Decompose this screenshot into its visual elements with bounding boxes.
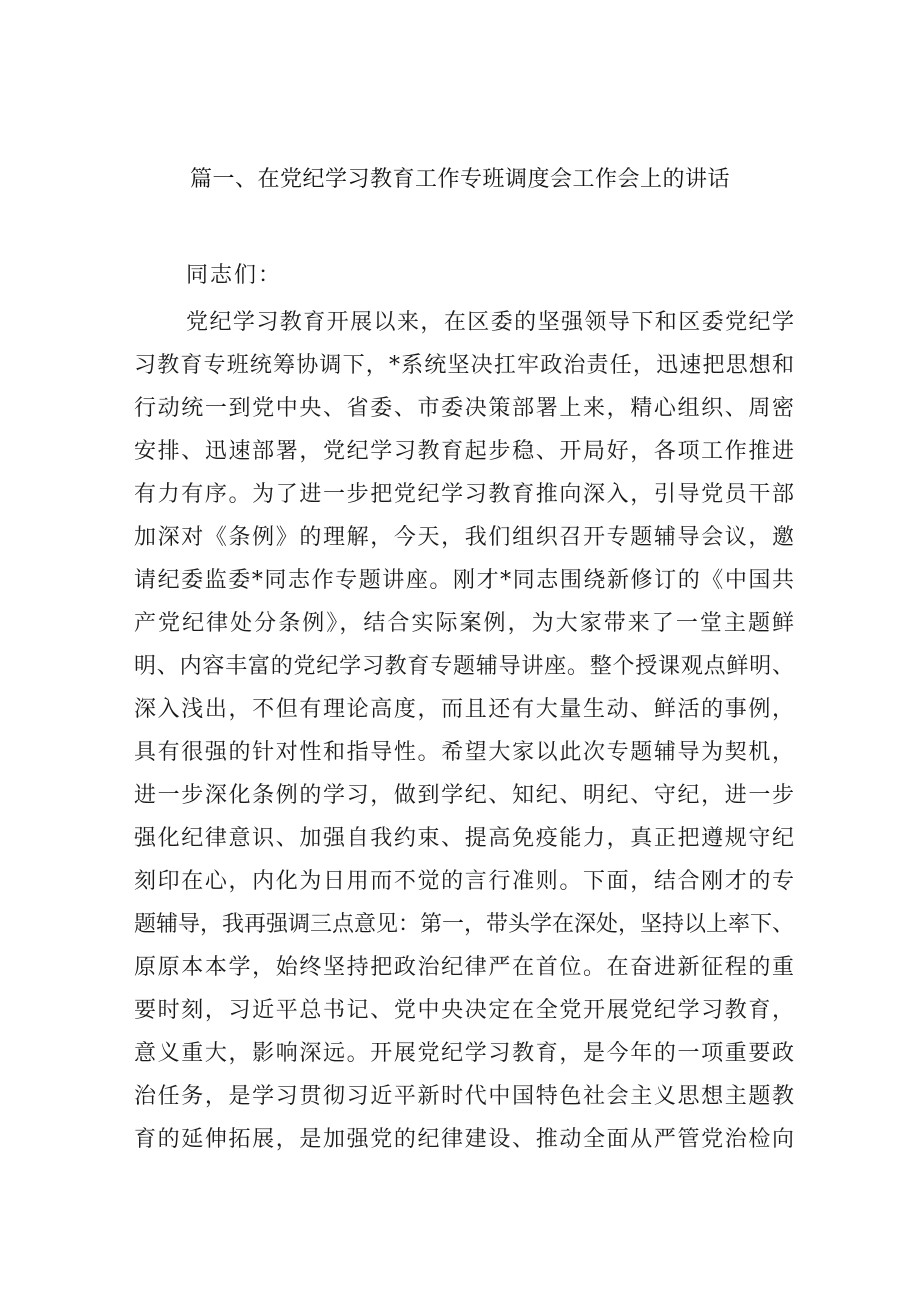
body-line: 育的延伸拓展，是加强党的纪律建设、推动全面从严管党治检向 — [134, 1127, 794, 1152]
salutation: 同志们： — [186, 263, 283, 288]
body-line: 请纪委监委*同志作专题讲座。刚才*同志围绕新修订的《中国共 — [134, 568, 794, 593]
body-line: 党纪学习教育开展以来，在区委的坚强领导下和区委党纪学 — [186, 310, 794, 335]
body-line: 行动统一到党中央、省委、市委决策部署上来，精心组织、周密 — [134, 396, 794, 421]
document-title: 篇一、在党纪学习教育工作专班调度会工作会上的讲话 — [189, 167, 730, 192]
body-line: 具有很强的针对性和指导性。希望大家以此次专题辅导为契机， — [134, 740, 794, 765]
body-line: 加深对《条例》的理解，今天，我们组织召开专题辅导会议，邀 — [134, 525, 794, 550]
body-line: 原原本本学，始终坚持把政治纪律严在首位。在奋进新征程的重 — [134, 955, 794, 980]
body-line: 深入浅出，不但有理论高度，而且还有大量生动、鲜活的事例， — [134, 697, 794, 722]
body-line: 意义重大，影响深远。开展党纪学习教育，是今年的一项重要政 — [134, 1041, 794, 1066]
body-line: 安排、迅速部署，党纪学习教育起步稳、开局好，各项工作推进 — [134, 439, 794, 464]
body-line: 习教育专班统筹协调下，*系统坚决扛牢政治责任，迅速把思想和 — [134, 353, 794, 378]
body-line: 刻印在心，内化为日用而不觉的言行准则。下面，结合刚才的专 — [134, 869, 794, 894]
body-line: 题辅导，我再强调三点意见：第一，带头学在深处，坚持以上率下、 — [134, 912, 795, 937]
body-line: 治任务，是学习贯彻习近平新时代中国特色社会主义思想主题教 — [134, 1084, 794, 1109]
body-line: 强化纪律意识、加强自我约束、提高免疫能力，真正把遵规守纪 — [134, 826, 794, 851]
body-line: 产党纪律处分条例》，结合实际案例，为大家带来了一堂主题鲜 — [134, 611, 794, 636]
body-line: 有力有序。为了进一步把党纪学习教育推向深入，引导党员干部 — [134, 482, 794, 507]
body-line: 明、内容丰富的党纪学习教育专题辅导讲座。整个授课观点鲜明、 — [134, 654, 794, 679]
body-line: 要时刻，习近平总书记、党中央决定在全党开展党纪学习教育， — [134, 998, 794, 1023]
body-line: 进一步深化条例的学习，做到学纪、知纪、明纪、守纪，进一步 — [134, 783, 794, 808]
